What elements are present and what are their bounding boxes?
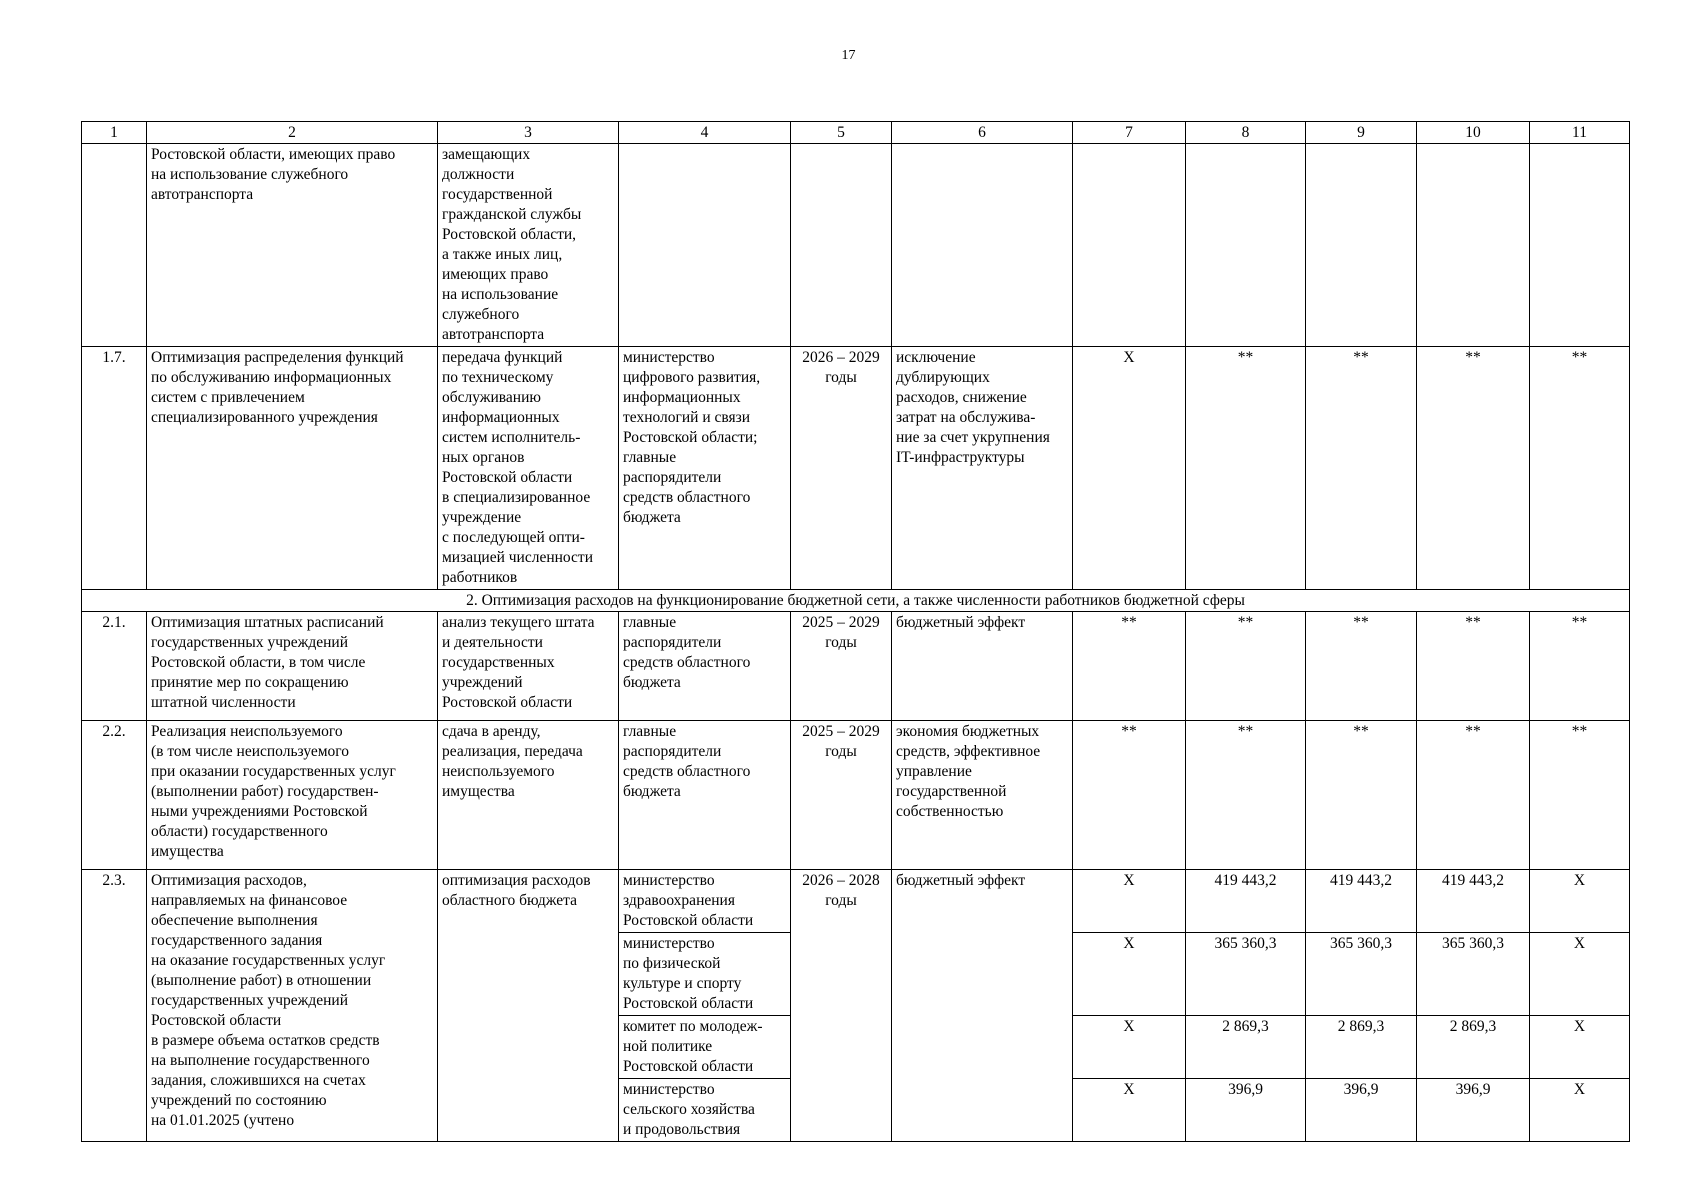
- measure-name: Оптимизация расходов, направляемых на финансовое обеспечение выполнения государственного задания на оказание государственных услуг (выполнение работ) в отношении государственных учреждений Ростовской области в размере объема остатков средств на выполнение государственного задания, сложившихся на счетах учреждений по состоянию на 01.01.2025 (учтено: [147, 870, 438, 1142]
- column-header: 2: [147, 122, 438, 144]
- period: 2026 – 2029 годы: [791, 347, 892, 590]
- value-cell: X: [1530, 1016, 1630, 1079]
- value-cell: X: [1530, 933, 1630, 1016]
- responsible: министерство цифрового развития, информационных технологий и связи Ростовской области; главные распорядители средств областного бюджета: [619, 347, 791, 590]
- value-cell: X: [1073, 347, 1186, 590]
- value-cell: 419 443,2: [1417, 870, 1530, 933]
- section-row: [82, 590, 1630, 612]
- value-cell: 2 869,3: [1417, 1016, 1530, 1079]
- value-cell: 2 869,3: [1186, 1016, 1306, 1079]
- value-cell: **: [1073, 721, 1186, 870]
- table-row: [82, 870, 1630, 933]
- responsible: министерство здравоохранения Ростовской области: [619, 870, 791, 933]
- period: [791, 144, 892, 347]
- value-cell: 396,9: [1417, 1079, 1530, 1142]
- value-cell: X: [1530, 1079, 1630, 1142]
- column-number-header: [82, 122, 1630, 144]
- section-title: 2. Оптимизация расходов на функционирование бюджетной сети, а также численности работников бюджетной сферы: [82, 590, 1630, 612]
- column-header: 1: [82, 122, 147, 144]
- column-header: 9: [1306, 122, 1417, 144]
- column-header: 6: [892, 122, 1073, 144]
- value-cell: **: [1306, 612, 1417, 721]
- value-cell: [1306, 144, 1417, 347]
- column-header: 4: [619, 122, 791, 144]
- value-cell: [1186, 144, 1306, 347]
- value-cell: 365 360,3: [1186, 933, 1306, 1016]
- table-row: [82, 612, 1630, 721]
- result: бюджетный эффект: [892, 870, 1073, 1142]
- measure-content: замещающих должности государственной гражданской службы Ростовской области, а также иных лиц, имеющих право на использование служебного автотранспорта: [438, 144, 619, 347]
- column-header: 5: [791, 122, 892, 144]
- value-cell: **: [1186, 347, 1306, 590]
- responsible: [619, 144, 791, 347]
- value-cell: 396,9: [1186, 1079, 1306, 1142]
- value-cell: [1530, 144, 1630, 347]
- value-cell: **: [1530, 347, 1630, 590]
- value-cell: **: [1306, 721, 1417, 870]
- measure-name: Ростовской области, имеющих право на использование служебного автотранспорта: [147, 144, 438, 347]
- measure-content: сдача в аренду, реализация, передача неиспользуемого имущества: [438, 721, 619, 870]
- value-cell: X: [1073, 933, 1186, 1016]
- period: 2025 – 2029 годы: [791, 612, 892, 721]
- column-header: 7: [1073, 122, 1186, 144]
- period: 2025 – 2029 годы: [791, 721, 892, 870]
- responsible: главные распорядители средств областного бюджета: [619, 721, 791, 870]
- value-cell: X: [1073, 870, 1186, 933]
- row-number: [82, 144, 147, 347]
- responsible: министерство по физической культуре и спорту Ростовской области: [619, 933, 791, 1016]
- row-number: 1.7.: [82, 347, 147, 590]
- measure-content: оптимизация расходов областного бюджета: [438, 870, 619, 1142]
- value-cell: [1417, 144, 1530, 347]
- responsible: главные распорядители средств областного бюджета: [619, 612, 791, 721]
- responsible: министерство сельского хозяйства и продовольствия: [619, 1079, 791, 1142]
- value-cell: X: [1530, 870, 1630, 933]
- row-number: 2.3.: [82, 870, 147, 1142]
- value-cell: 2 869,3: [1306, 1016, 1417, 1079]
- responsible: комитет по молодеж- ной политике Ростовской области: [619, 1016, 791, 1079]
- row-number: 2.2.: [82, 721, 147, 870]
- value-cell: **: [1306, 347, 1417, 590]
- measure-name: Оптимизация распределения функций по обслуживанию информационных систем с привлечением специализированного учреждения: [147, 347, 438, 590]
- value-cell: **: [1530, 721, 1630, 870]
- measure-name: Реализация неиспользуемого (в том числе неиспользуемого при оказании государственных услуг (выполнении работ) государствен- ными учреждениями Ростовской области) государственного имущества: [147, 721, 438, 870]
- value-cell: **: [1186, 612, 1306, 721]
- period: 2026 – 2028 годы: [791, 870, 892, 1142]
- value-cell: 365 360,3: [1417, 933, 1530, 1016]
- value-cell: X: [1073, 1016, 1186, 1079]
- value-cell: **: [1530, 612, 1630, 721]
- value-cell: [1073, 144, 1186, 347]
- result: экономия бюджетных средств, эффективное управление государственной собственностью: [892, 721, 1073, 870]
- measure-content: передача функций по техническому обслуживанию информационных систем исполнитель- ных органов Ростовской области в специализированное учреждение с последующей опти- мизацией численности работников: [438, 347, 619, 590]
- column-header: 11: [1530, 122, 1630, 144]
- result: [892, 144, 1073, 347]
- column-header: 8: [1186, 122, 1306, 144]
- column-header: 10: [1417, 122, 1530, 144]
- page-number: 17: [841, 48, 856, 63]
- row-number: 2.1.: [82, 612, 147, 721]
- column-header: 3: [438, 122, 619, 144]
- table-row: [82, 347, 1630, 590]
- value-cell: 419 443,2: [1186, 870, 1306, 933]
- measure-content: анализ текущего штата и деятельности государственных учреждений Ростовской области: [438, 612, 619, 721]
- measure-name: Оптимизация штатных расписаний государственных учреждений Ростовской области, в том числе принятие мер по сокращению штатной численности: [147, 612, 438, 721]
- value-cell: 365 360,3: [1306, 933, 1417, 1016]
- result: исключение дублирующих расходов, снижение затрат на обслужива- ние за счет укрупнения IT-инфраструктуры: [892, 347, 1073, 590]
- value-cell: **: [1417, 721, 1530, 870]
- table-row: [82, 144, 1630, 347]
- value-cell: **: [1073, 612, 1186, 721]
- value-cell: 419 443,2: [1306, 870, 1417, 933]
- result: бюджетный эффект: [892, 612, 1073, 721]
- value-cell: **: [1186, 721, 1306, 870]
- value-cell: **: [1417, 612, 1530, 721]
- table-row: [82, 721, 1630, 870]
- value-cell: 396,9: [1306, 1079, 1417, 1142]
- value-cell: **: [1417, 347, 1530, 590]
- value-cell: X: [1073, 1079, 1186, 1142]
- measures-table: [81, 121, 1630, 1142]
